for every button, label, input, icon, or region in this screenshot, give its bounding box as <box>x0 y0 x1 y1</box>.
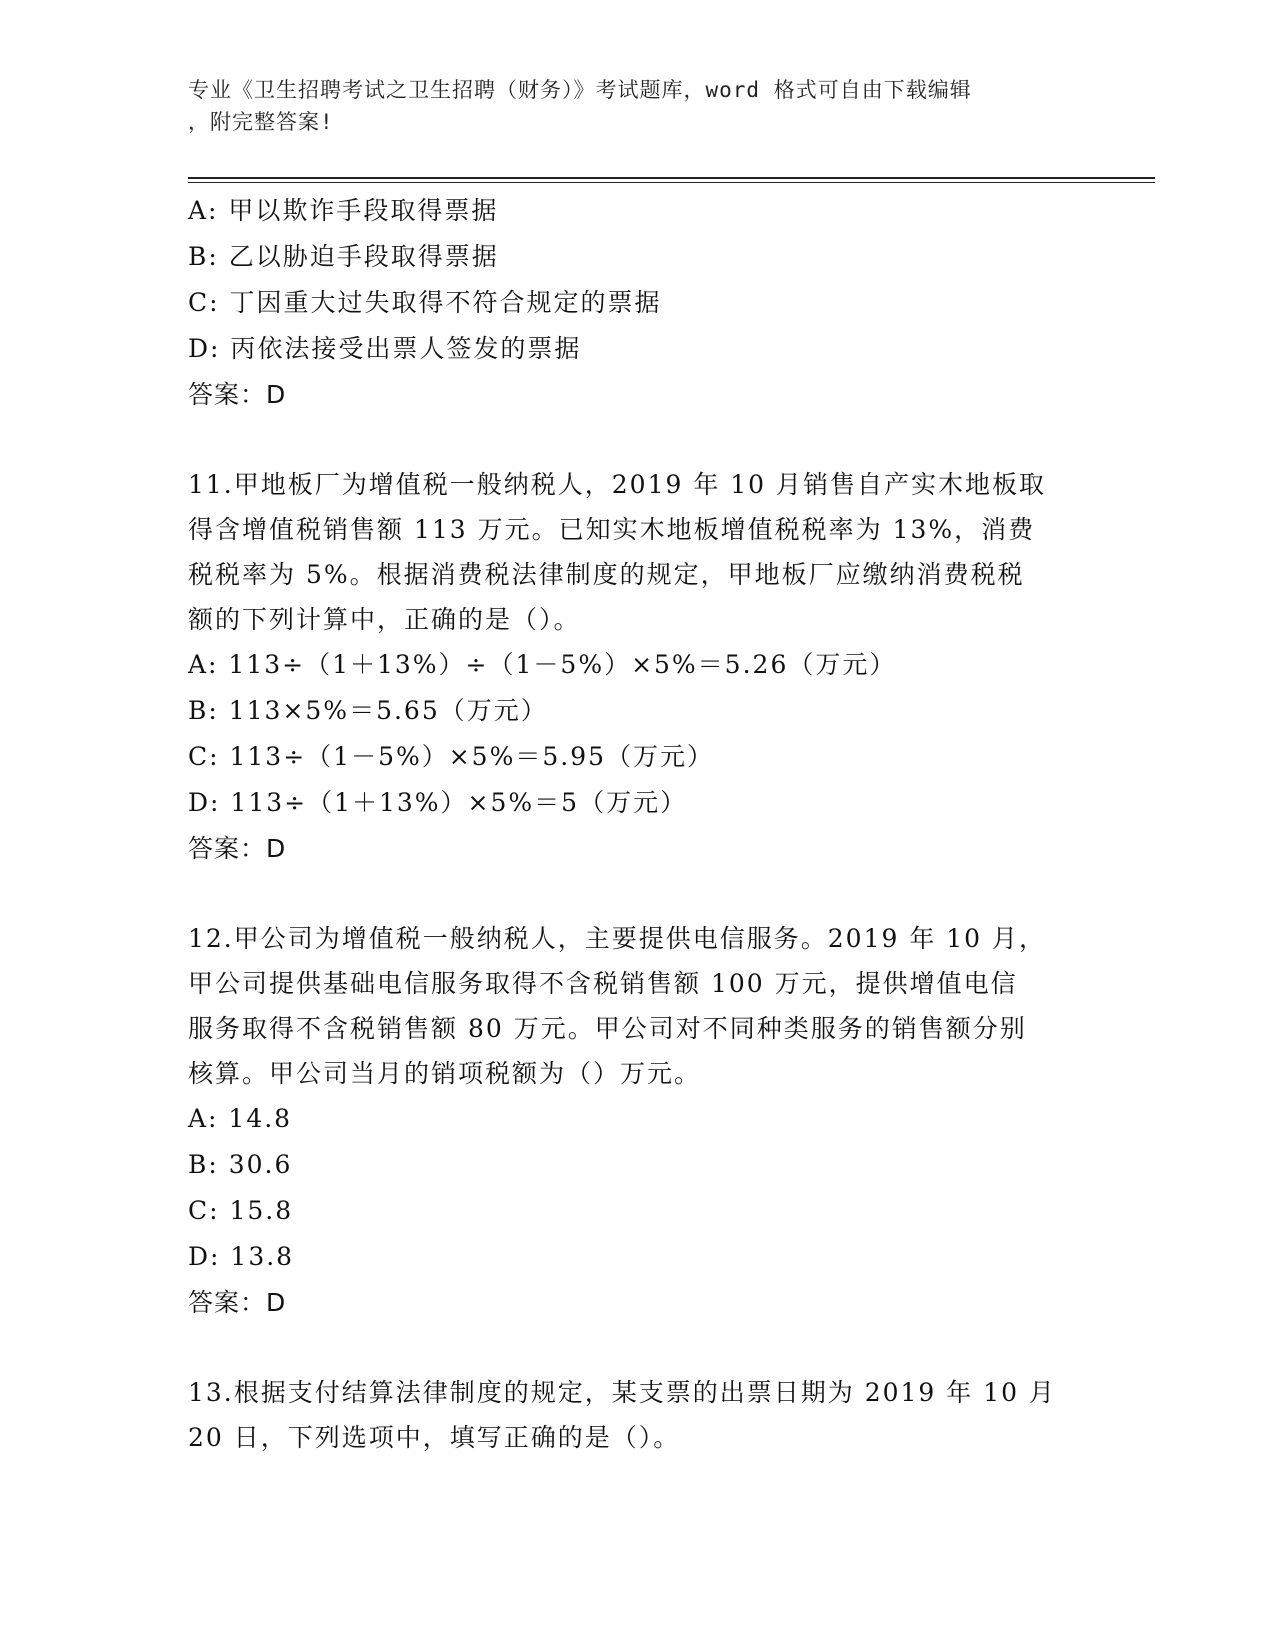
option-a: A: 甲以欺诈手段取得票据 <box>188 196 499 225</box>
document-header <box>188 74 1068 138</box>
document-body <box>188 188 1088 1460</box>
question-text-line: 12.甲公司为增值税一般纳税人，主要提供电信服务。2019 年 10 月， <box>188 924 1047 953</box>
option-a: A: 14.8 <box>188 1104 293 1133</box>
question-text-line: 11.甲地板厂为增值税一般纳税人，2019 年 10 月销售自产实木地板取 <box>188 470 1047 499</box>
option-c: C: 丁因重大过失取得不符合规定的票据 <box>188 288 662 317</box>
question-text-line: 得含增值税销售额 113 万元。已知实木地板增值税税率为 13%，消费 <box>188 515 1036 544</box>
option-a: A: 113÷（1＋13%）÷（1－5%）×5%＝5.26（万元） <box>188 650 897 679</box>
option-b: B: 113×5%＝5.65（万元） <box>188 696 548 725</box>
question-text-line: 税税率为 5%。根据消费税法律制度的规定，甲地板厂应缴纳消费税税 <box>188 560 1025 589</box>
option-d: D: 丙依法接受出票人签发的票据 <box>188 334 582 363</box>
question-10-block <box>188 188 1088 418</box>
header-divider-thin <box>188 182 1155 183</box>
question-13-block <box>188 1370 1088 1460</box>
question-text-line: 核算。甲公司当月的销项税额为（）万元。 <box>188 1059 702 1088</box>
question-11-block <box>188 462 1088 872</box>
spacer <box>188 1326 1088 1370</box>
option-d: D: 13.8 <box>188 1242 295 1271</box>
header-line-2: ，附完整答案! <box>188 110 334 134</box>
question-text-line: 13.根据支付结算法律制度的规定，某支票的出票日期为 2019 年 10 月 <box>188 1378 1056 1407</box>
question-text-line: 甲公司提供基础电信服务取得不含税销售额 100 万元，提供增值电信 <box>188 969 1018 998</box>
option-b: B: 30.6 <box>188 1150 293 1179</box>
answer: 答案：D <box>188 834 287 863</box>
spacer <box>188 418 1088 462</box>
question-text-line: 20 日，下列选项中，填写正确的是（）。 <box>188 1423 681 1452</box>
question-text-line: 服务取得不含税销售额 80 万元。甲公司对不同种类服务的销售额分别 <box>188 1014 1027 1043</box>
spacer <box>188 872 1088 916</box>
answer: 答案：D <box>188 1288 287 1317</box>
question-12-block <box>188 916 1088 1326</box>
option-c: C: 15.8 <box>188 1196 294 1225</box>
header-divider-thick <box>188 177 1155 179</box>
option-b: B: 乙以胁迫手段取得票据 <box>188 242 499 271</box>
answer: 答案：D <box>188 380 287 409</box>
option-d: D: 113÷（1＋13%）×5%＝5（万元） <box>188 788 688 817</box>
question-text-line: 额的下列计算中，正确的是（）。 <box>188 605 581 634</box>
option-c: C: 113÷（1－5%）×5%＝5.95（万元） <box>188 742 715 771</box>
header-line-1: 专业《卫生招聘考试之卫生招聘（财务）》考试题库，word 格式可自由下载编辑 <box>188 78 972 102</box>
